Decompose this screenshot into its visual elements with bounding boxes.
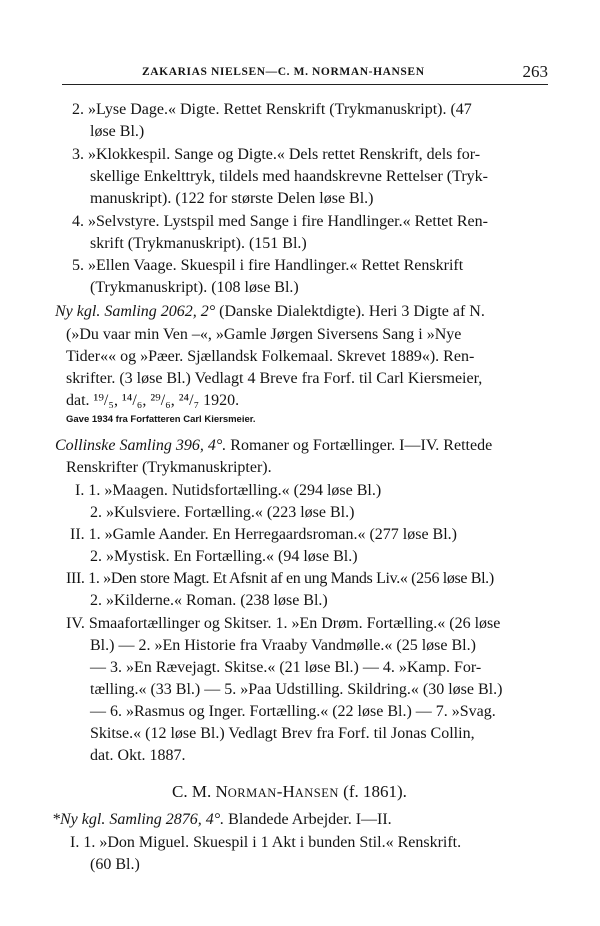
entry-line: løse Bl.)	[90, 123, 145, 140]
entry-line: dat. Okt. 1887.	[90, 747, 186, 764]
entry-line: (Trykmanuskript). (108 løse Bl.)	[90, 279, 299, 296]
entry-line: (60 Bl.)	[90, 856, 140, 873]
entry-line: 4. »Selvstyre. Lystspil med Sange i fire Handlinger.« Rettet Ren-	[72, 213, 488, 230]
entry-line: (»Du vaar min Ven –«, »Gamle Jørgen Siversens Sang i »Nye	[66, 326, 462, 343]
entry-line: — 6. »Rasmus og Inger. Fortælling.« (22 løse Bl.) — 7. »Svag.	[90, 703, 496, 720]
entry-line: 3. »Klokkespil. Sange og Digte.« Dels rettet Renskrift, dels for-	[72, 146, 481, 163]
provenance-note: Gave 1934 fra Forfatteren Carl Kiersmeier.	[66, 414, 256, 425]
entry-line: 2. »Kilderne.« Roman. (238 løse Bl.)	[90, 592, 328, 609]
entry-line: Tider«« og »Pæer. Sjællandsk Folkemaal. Skrevet 1889«). Ren-	[66, 348, 475, 365]
author-heading: C. M. NORMAN-HANSEN (f. 1861).	[172, 782, 407, 801]
entry-line: manuskript). (122 for største Delen løse Bl.)	[90, 190, 374, 207]
entry-line: III. 1. »Den store Magt. Et Afsnit af en ung Mands Liv.« (256 løse Bl.)	[66, 570, 494, 587]
entry-line: I. 1. »Don Miguel. Skuespil i 1 Akt i bunden Stil.« Renskrift.	[70, 834, 462, 851]
collection-heading: Collinske Samling 396, 4°. Romaner og Fortællinger. I—IV. Rettede	[55, 437, 493, 454]
entry-line: I. 1. »Maagen. Nutidsfortælling.« (294 løse Bl.)	[75, 482, 382, 499]
entry-line: 5. »Ellen Vaage. Skuespil i fire Handlinger.« Rettet Renskrift	[72, 257, 464, 274]
entry-line: Renskrifter (Trykmanuskripter).	[66, 459, 272, 476]
page-header	[62, 62, 548, 82]
entry-line: II. 1. »Gamle Aander. En Herregaardsroman.« (277 løse Bl.)	[70, 526, 457, 543]
entry-line: skrifter. (3 løse Bl.) Vedlagt 4 Breve fra Forf. til Carl Kiersmeier,	[66, 370, 483, 387]
entry-line: skellige Enkelttryk, tildels med haandskrevne Rettelser (Tryk-	[90, 168, 488, 185]
entry-line: IV. Smaafortællinger og Skitser. 1. »En Drøm. Fortælling.« (26 løse	[66, 615, 501, 632]
collection-heading: Ny kgl. Samling 2062, 2° (Danske Dialektdigte). Heri 3 Digte af N.	[55, 303, 485, 320]
entry-line: dat. ¹⁹/₅, ¹⁴/₆, ²⁹/₆, ²⁴/₇ 1920.	[66, 392, 240, 409]
entry-line: Skitse.« (12 løse Bl.) Vedlagt Brev fra Forf. til Jonas Collin,	[90, 725, 475, 742]
header-rule	[62, 84, 548, 85]
entry-line: 2. »Lyse Dage.« Digte. Rettet Renskrift (Trykmanuskript). (47	[72, 101, 472, 118]
running-head: ZAKARIAS NIELSEN—C. M. NORMAN-HANSEN	[142, 66, 425, 78]
collection-heading: *Ny kgl. Samling 2876, 4°. Blandede Arbejder. I—II.	[52, 811, 392, 828]
page-number: 263	[522, 62, 548, 81]
entry-line: 2. »Kulsviere. Fortælling.« (223 løse Bl.)	[90, 504, 355, 521]
entry-line: skrift (Trykmanuskript). (151 Bl.)	[90, 235, 307, 252]
collection-name: *Ny kgl. Samling 2876, 4°.	[52, 811, 225, 828]
entry-line: — 3. »En Rævejagt. Skitse.« (21 løse Bl.) — 4. »Kamp. For-	[90, 659, 482, 676]
entry-line: tælling.« (33 Bl.) — 5. »Paa Udstilling. Skildring.« (30 løse Bl.)	[90, 681, 503, 698]
collection-name: Collinske Samling 396, 4°.	[55, 437, 227, 454]
entry-line: 2. »Mystisk. En Fortælling.« (94 løse Bl.)	[90, 548, 358, 565]
entry-line: Bl.) — 2. »En Historie fra Vraaby Vandmølle.« (25 løse Bl.)	[90, 637, 476, 654]
collection-name: Ny kgl. Samling 2062, 2°	[55, 303, 216, 320]
